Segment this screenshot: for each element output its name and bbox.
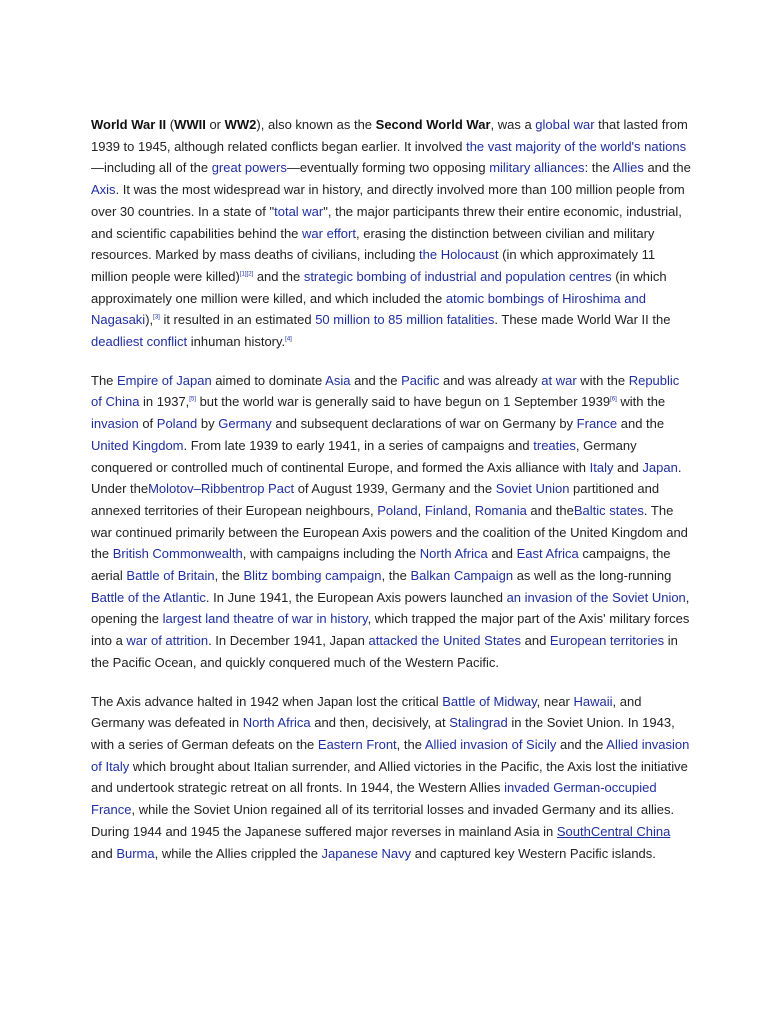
citation-link[interactable]: [5] bbox=[189, 397, 196, 404]
text-run: and then, decisively, at bbox=[310, 715, 450, 731]
link-at-war[interactable]: at war bbox=[541, 372, 577, 388]
text-run: and was already bbox=[439, 372, 542, 388]
link-great-powers[interactable]: great powers bbox=[211, 160, 287, 176]
text-run: . The war continued primarily between the European Axis powers and the coalition of the United Kingdom and the bbox=[91, 502, 688, 562]
text-run: , the bbox=[381, 568, 411, 584]
text-run: and the bbox=[617, 416, 665, 432]
link-united-kingdom[interactable]: United Kingdom bbox=[91, 437, 184, 453]
link-japanese-navy[interactable]: Japanese Navy bbox=[321, 845, 412, 861]
text-run: and the bbox=[526, 502, 574, 518]
link-finland[interactable]: Finland bbox=[424, 502, 468, 518]
link-the-holocaust[interactable]: the Holocaust bbox=[419, 247, 499, 263]
citation-ref bbox=[240, 272, 253, 278]
citation-link[interactable]: [6] bbox=[610, 397, 617, 404]
link-southcentral-china[interactable]: SouthCentral China bbox=[556, 823, 671, 839]
link-poland[interactable]: Poland bbox=[377, 502, 418, 518]
link-allies[interactable]: Allies bbox=[612, 160, 644, 176]
citation-ref bbox=[153, 315, 160, 321]
text-run: , with campaigns including the bbox=[242, 546, 420, 562]
text-run: . From late 1939 to early 1941, in a series of campaigns and bbox=[183, 437, 534, 453]
text-run: , which trapped the major part of the Axis' military forces into a bbox=[91, 611, 690, 649]
bold-term-world-war-ii: World War II bbox=[91, 117, 167, 132]
link-military-alliances[interactable]: military alliances bbox=[489, 160, 585, 176]
paragraph-early-war bbox=[91, 370, 691, 674]
text-run: , while the Soviet Union regained all of its territorial losses and invaded Germany and its allies. During 1944 and 1945 the Japanese suffered major reverses in mainland Asia in bbox=[91, 802, 675, 839]
link-an-invasion-of-the-soviet-union[interactable]: an invasion of the Soviet Union bbox=[506, 589, 686, 605]
bold-term-second-world-war: Second World War bbox=[375, 117, 491, 132]
link-eastern-front[interactable]: Eastern Front bbox=[317, 736, 397, 752]
citation-link[interactable]: [4] bbox=[285, 336, 292, 343]
link-stalingrad[interactable]: Stalingrad bbox=[449, 715, 508, 731]
text-run: and bbox=[521, 633, 550, 649]
link-italy[interactable]: Italy bbox=[589, 459, 614, 475]
text-run: (in which approximately one million were killed, and which included the bbox=[91, 268, 667, 306]
link-the-vast-majority-of-the-world-s-nations[interactable]: the vast majority of the world's nations bbox=[466, 138, 687, 154]
text-run: of August 1939, Germany and the bbox=[294, 481, 496, 497]
text-run: with the bbox=[616, 394, 666, 410]
text-run: ), bbox=[145, 312, 154, 328]
link-soviet-union[interactable]: Soviet Union bbox=[495, 481, 570, 497]
link-asia[interactable]: Asia bbox=[325, 372, 351, 388]
link-atomic-bombings-of-hiroshima-and-nagasaki[interactable]: atomic bombings of Hiroshima and Nagasaki bbox=[91, 290, 646, 328]
text-run: , Germany conquered or controlled much of continental Europe, and formed the Axis alliance with bbox=[91, 437, 637, 475]
link-50-million-to-85-million-fatalities[interactable]: 50 million to 85 million fatalities bbox=[315, 312, 495, 328]
text-run: . It was the most widespread war in history, and directly involved more than 100 million people from over 30 countries. In a state of " bbox=[91, 182, 685, 219]
text-run: but the world war is generally said to have begun on 1 September 1939 bbox=[195, 394, 611, 410]
text-run: , bbox=[467, 502, 475, 518]
link-battle-of-the-atlantic[interactable]: Battle of the Atlantic bbox=[91, 589, 206, 605]
link-war-effort[interactable]: war effort bbox=[302, 225, 356, 241]
text-run: or bbox=[205, 117, 225, 132]
text-run: . These made World War II the bbox=[494, 312, 671, 328]
text-run: in 1937, bbox=[139, 394, 190, 410]
text-run: , while the Allies crippled the bbox=[154, 845, 322, 861]
text-run: ), also known as the bbox=[256, 117, 376, 132]
text-run: it resulted in an estimated bbox=[159, 312, 316, 328]
text-run: and the bbox=[643, 160, 691, 176]
link-france[interactable]: France bbox=[576, 416, 618, 432]
text-run: , near bbox=[536, 693, 574, 709]
text-run: ", the major participants threw their entire economic, industrial, and scientific capabilities behind the bbox=[91, 203, 682, 241]
text-run: , opening the bbox=[91, 589, 690, 627]
link-north-africa[interactable]: North Africa bbox=[419, 546, 488, 562]
link-battle-of-midway[interactable]: Battle of Midway bbox=[442, 693, 537, 709]
citation-link[interactable]: [1][2] bbox=[239, 271, 254, 278]
link-invasion[interactable]: invasion bbox=[91, 416, 139, 432]
link-axis[interactable]: Axis bbox=[91, 182, 116, 198]
text-run: in the Soviet Union. In 1943, with a series of German defeats on the bbox=[91, 715, 675, 752]
text-run: ( bbox=[166, 117, 175, 132]
link-republic-of-china[interactable]: Republic of China bbox=[91, 372, 680, 410]
link-attacked-the-united-states[interactable]: attacked the United States bbox=[368, 633, 521, 649]
text-run: aimed to dominate bbox=[211, 372, 326, 388]
text-run: . In December 1941, Japan bbox=[208, 633, 369, 649]
link-total-war[interactable]: total war bbox=[274, 203, 324, 219]
text-run: , bbox=[417, 502, 425, 518]
text-run: of bbox=[138, 416, 157, 432]
text-run: . In June 1941, the European Axis powers launched bbox=[205, 589, 507, 605]
text-run: : the bbox=[584, 160, 613, 176]
text-run: and captured key Western Pacific islands. bbox=[411, 845, 656, 861]
link-european-territories[interactable]: European territories bbox=[549, 633, 665, 649]
text-run: which brought about Italian surrender, and Allied victories in the Pacific, the Axis lost the initiative and undertook strategic retreat on all fronts. In 1944, the Western Allies bbox=[91, 758, 688, 796]
text-run: and bbox=[487, 546, 517, 562]
text-run: (in which approximately 11 million people were killed) bbox=[91, 247, 656, 284]
bold-term-ww2: WW2 bbox=[224, 117, 257, 132]
text-run: inhuman history. bbox=[187, 334, 286, 350]
link-treaties[interactable]: treaties bbox=[533, 437, 576, 453]
text-run: in the Pacific Ocean, and quickly conquered much of the Western Pacific. bbox=[91, 633, 678, 670]
link-hawaii[interactable]: Hawaii bbox=[573, 693, 613, 709]
citation-ref bbox=[189, 397, 196, 403]
link-blitz-bombing-campaign[interactable]: Blitz bombing campaign bbox=[243, 568, 382, 584]
link-global-war[interactable]: global war bbox=[535, 117, 595, 132]
text-run: partitioned and annexed territories of their European neighbours, bbox=[91, 481, 660, 518]
link-burma[interactable]: Burma bbox=[116, 845, 155, 861]
text-run: . Under the bbox=[91, 459, 682, 497]
text-run: The bbox=[91, 372, 118, 388]
link-east-africa[interactable]: East Africa bbox=[516, 546, 579, 562]
text-run: The Axis advance halted in 1942 when Japan lost the critical bbox=[91, 693, 443, 709]
text-run: —including all of the bbox=[91, 160, 212, 176]
text-run: and the bbox=[350, 372, 402, 388]
text-run: and the bbox=[253, 268, 304, 284]
link-poland[interactable]: Poland bbox=[156, 416, 198, 432]
link-germany[interactable]: Germany bbox=[218, 416, 272, 432]
paragraph-turning-point bbox=[91, 691, 691, 865]
text-run: , erasing the distinction between civilian and military resources. Marked by mass deaths of civilians, including bbox=[91, 225, 655, 263]
text-run: and the bbox=[556, 736, 607, 752]
link-largest-land-theatre-of-war-in-history[interactable]: largest land theatre of war in history bbox=[162, 611, 368, 627]
text-run: campaigns, the aerial bbox=[91, 546, 671, 584]
text-run: and subsequent declarations of war on Germany by bbox=[271, 416, 577, 432]
link-molotov-ribbentrop-pact[interactable]: Molotov–Ribbentrop Pact bbox=[148, 481, 295, 497]
text-run: , was a bbox=[490, 117, 536, 132]
text-run: with the bbox=[576, 372, 629, 388]
link-war-of-attrition[interactable]: war of attrition bbox=[126, 633, 209, 649]
link-british-commonwealth[interactable]: British Commonwealth bbox=[112, 546, 243, 562]
text-run: , and Germany was defeated in bbox=[91, 693, 642, 731]
paragraph-intro bbox=[91, 114, 691, 353]
link-battle-of-britain[interactable]: Battle of Britain bbox=[126, 568, 215, 584]
link-strategic-bombing-of-industrial-and-population-centres[interactable]: strategic bombing of industrial and population centres bbox=[303, 268, 612, 284]
text-run: , the bbox=[214, 568, 244, 584]
link-balkan-campaign[interactable]: Balkan Campaign bbox=[410, 568, 514, 584]
text-run: , the bbox=[396, 736, 425, 752]
link-deadliest-conflict[interactable]: deadliest conflict bbox=[91, 334, 188, 350]
text-run: as well as the long-running bbox=[513, 568, 672, 584]
link-pacific[interactable]: Pacific bbox=[401, 372, 440, 388]
link-allied-invasion-of-italy[interactable]: Allied invasion of Italy bbox=[91, 736, 690, 774]
link-romania[interactable]: Romania bbox=[474, 502, 527, 518]
article-body bbox=[91, 114, 691, 881]
citation-ref bbox=[610, 397, 617, 403]
text-run: by bbox=[197, 416, 219, 432]
text-run: and bbox=[613, 459, 643, 475]
link-north-africa[interactable]: North Africa bbox=[242, 715, 311, 731]
text-run: —eventually forming two opposing bbox=[286, 160, 490, 176]
link-invaded-german-occupied-france[interactable]: invaded German-occupied France bbox=[91, 780, 657, 818]
text-run: that lasted from 1939 to 1945, although related conflicts began earlier. It involved bbox=[91, 117, 688, 154]
citation-link[interactable]: [3] bbox=[153, 315, 160, 321]
link-japan[interactable]: Japan bbox=[642, 459, 678, 475]
bold-term-wwii: WWII bbox=[174, 117, 206, 132]
link-empire-of-japan[interactable]: Empire of Japan bbox=[117, 372, 212, 388]
link-baltic-states[interactable]: Baltic states bbox=[573, 502, 644, 518]
citation-ref bbox=[285, 337, 292, 343]
link-allied-invasion-of-sicily[interactable]: Allied invasion of Sicily bbox=[424, 736, 557, 752]
text-run: and bbox=[91, 845, 117, 861]
